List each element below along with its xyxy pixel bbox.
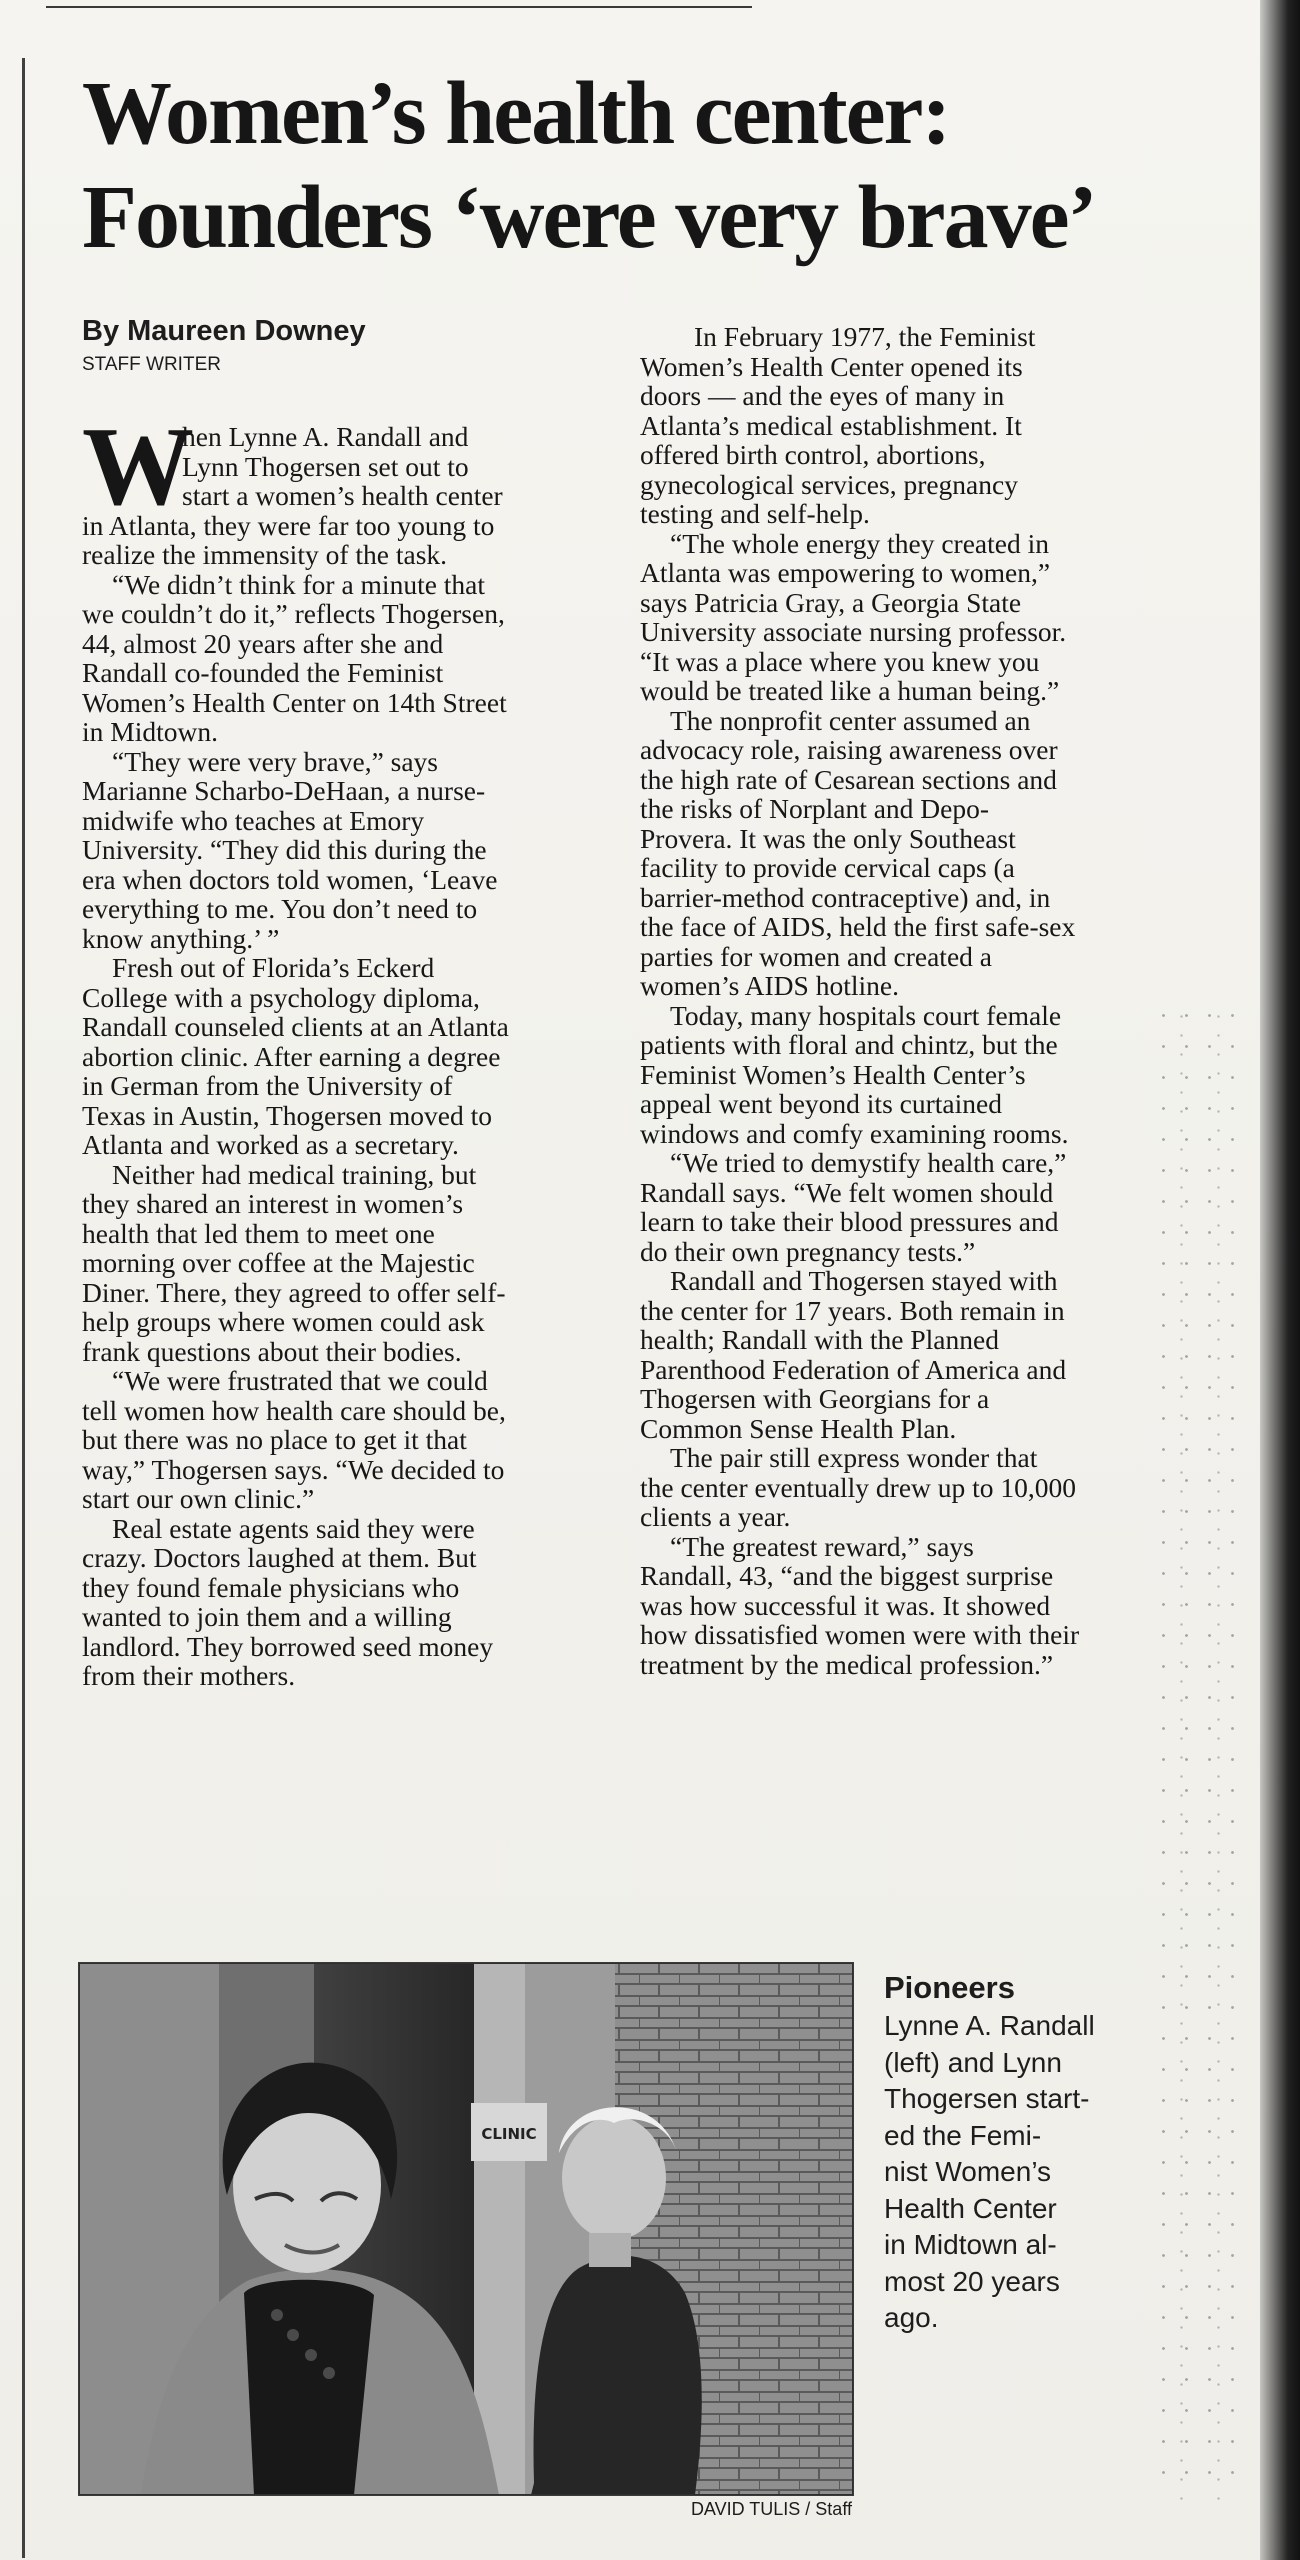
text-line: do their own pregnancy tests.” xyxy=(640,1235,976,1267)
text-line: frank questions about their bodies. xyxy=(82,1335,462,1367)
text-line: in Atlanta, they were far too young to xyxy=(82,509,495,541)
text-line: gynecological services, pregnancy xyxy=(640,468,1018,500)
left-column-rule xyxy=(22,58,25,2558)
text-line: “We were frustrated that we could xyxy=(112,1365,488,1396)
paragraph-hospitals xyxy=(640,1001,1192,1149)
text-line: Atlanta and worked as a secretary. xyxy=(82,1129,459,1160)
paragraph-backgrounds xyxy=(82,953,622,1160)
text-line: crazy. Doctors laughed at them. But xyxy=(82,1542,477,1573)
headline-line: Founders ‘were very brave’ xyxy=(82,168,1096,267)
text-line: Texas in Austin, Thogersen moved to xyxy=(82,1099,493,1131)
text-line: Randall says. “We felt women should xyxy=(640,1176,1054,1208)
text-line: Women’s Health Center on 14th Street xyxy=(82,686,507,718)
text-line: wanted to join them and a willing xyxy=(82,1601,452,1632)
text-line: Feminist Women’s Health Center’s xyxy=(640,1058,1026,1090)
text-line: the risks of Norplant and Depo- xyxy=(640,793,990,824)
text-line: everything to me. You don’t need to xyxy=(82,893,478,924)
founders-photo xyxy=(78,1962,854,2496)
text-line: midwife who teaches at Emory xyxy=(82,804,425,836)
paragraph-thogersen-quote xyxy=(82,570,622,747)
paragraph-advocacy xyxy=(640,706,1192,1001)
headline-line: Women’s health center: xyxy=(82,64,950,163)
text-line: patients with floral and chintz, but the xyxy=(640,1029,1058,1060)
text-line: health that led them to meet one xyxy=(82,1217,435,1249)
text-line: “The greatest reward,” says xyxy=(670,1530,974,1562)
text-line: says Patricia Gray, a Georgia State xyxy=(640,586,1022,618)
text-line: University associate nursing professor. xyxy=(640,616,1067,647)
text-line: women’s AIDS hotline. xyxy=(640,970,899,1001)
text-line: offered birth control, abortions, xyxy=(640,439,986,470)
text-line: help groups where women could ask xyxy=(82,1306,485,1337)
text-line: Randall, 43, “and the biggest surprise xyxy=(640,1560,1054,1591)
text-line: Randall and Thogersen stayed with xyxy=(670,1265,1058,1296)
text-line: was how successful it was. It showed xyxy=(640,1589,1051,1621)
text-line: Provera. It was the only Southeast xyxy=(640,822,1016,854)
clinic-sign-text: CLINIC xyxy=(481,2125,537,2143)
text-line: know anything.’ ” xyxy=(82,922,280,954)
drop-cap: W xyxy=(82,405,194,529)
text-line: landlord. They borrowed seed money xyxy=(82,1630,494,1662)
text-line: “We didn’t think for a minute that xyxy=(112,568,486,600)
text-line: Parenthood Federation of America and xyxy=(640,1353,1067,1385)
text-line: from their mothers. xyxy=(82,1660,296,1691)
text-line: doors — and the eyes of many in xyxy=(640,380,1005,411)
paragraph-gray-quote xyxy=(640,529,1192,706)
text-line: the face of AIDS, held the first safe-sex xyxy=(640,911,1076,942)
text-line: but there was no place to get it that xyxy=(82,1424,467,1455)
photo-illustration xyxy=(79,1963,853,2495)
text-line: how dissatisfied women were with their xyxy=(640,1619,1080,1650)
text-line: abortion clinic. After earning a degree xyxy=(82,1040,501,1072)
text-line: morning over coffee at the Majestic xyxy=(82,1247,475,1278)
text-line: tell women how health care should be, xyxy=(82,1394,506,1426)
text-line: Fresh out of Florida’s Eckerd xyxy=(112,952,435,983)
caption-line: ed the Femi- xyxy=(884,2119,1042,2151)
text-line: treatment by the medical profession.” xyxy=(640,1648,1054,1680)
text-line: “The whole energy they created in xyxy=(670,527,1049,559)
headline xyxy=(82,62,1202,270)
paragraph-seed-money xyxy=(82,1514,622,1691)
caption-line: ago. xyxy=(884,2302,939,2333)
text-line: way,” Thogersen says. “We decided to xyxy=(82,1453,505,1485)
paragraph-frustrated-quote xyxy=(82,1366,622,1514)
text-line: facility to provide cervical caps (a xyxy=(640,852,1015,883)
text-line: Randall counseled clients at an Atlanta xyxy=(82,1011,509,1042)
paragraph-opening-1977 xyxy=(640,322,1192,529)
text-line: testing and self-help. xyxy=(640,498,870,529)
text-line: start a women’s health center xyxy=(182,480,503,511)
text-line: would be treated like a human being.” xyxy=(640,675,1060,706)
photo-credit: DAVID TULIS / Staff xyxy=(690,2499,852,2519)
left-column xyxy=(82,405,622,1691)
text-line: “It was a place where you knew you xyxy=(640,645,1040,677)
byline: By Maureen Downey xyxy=(82,315,366,347)
text-line: Atlanta’s medical establishment. It xyxy=(640,409,1022,441)
text-line: The nonprofit center assumed an xyxy=(670,704,1031,736)
text-line: Marianne Scharbo-DeHaan, a nurse- xyxy=(82,775,486,806)
text-line: health; Randall with the Planned xyxy=(640,1324,999,1355)
scan-edge-shadow xyxy=(1260,0,1300,2560)
text-line: the center for 17 years. Both remain in xyxy=(640,1294,1065,1326)
text-line: era when doctors told women, ‘Leave xyxy=(82,863,498,895)
text-line: the high rate of Cesarean sections and xyxy=(640,763,1057,795)
text-line: Women’s Health Center opened its xyxy=(640,350,1023,382)
paragraph-greatest-reward xyxy=(640,1532,1192,1680)
text-line: The pair still express wonder that xyxy=(670,1442,1038,1473)
text-line: University. “They did this during the xyxy=(82,834,487,865)
text-line: Real estate agents said they were xyxy=(112,1512,475,1544)
text-line: clients a year. xyxy=(640,1501,791,1532)
text-line: Lynn Thogersen set out to xyxy=(182,450,469,482)
top-rule xyxy=(46,0,752,8)
caption-line: most 20 years xyxy=(884,2265,1060,2297)
text-line: the center eventually drew up to 10,000 xyxy=(640,1471,1077,1503)
text-line: Thogersen with Georgians for a xyxy=(640,1383,990,1414)
text-line: College with a psychology diploma, xyxy=(82,981,480,1013)
text-line: 44, almost 20 years after she and xyxy=(82,627,444,659)
text-line: barrier-method contraceptive) and, in xyxy=(640,881,1051,913)
text-line: windows and comfy examining rooms. xyxy=(640,1117,1069,1149)
caption-line: Lynne A. Randall xyxy=(884,2010,1095,2041)
opening-paragraph xyxy=(82,405,622,570)
text-line: advocacy role, raising awareness over xyxy=(640,734,1058,765)
text-line: they shared an interest in women’s xyxy=(82,1188,464,1219)
caption-title: Pioneers xyxy=(884,1970,1015,2005)
text-line: Diner. There, they agreed to offer self- xyxy=(82,1276,506,1308)
caption-line: nist Women’s xyxy=(884,2156,1052,2187)
text-line: “They were very brave,” says xyxy=(112,745,439,777)
text-line: parties for women and created a xyxy=(640,940,992,972)
text-line: learn to take their blood pressures and xyxy=(640,1206,1059,1237)
text-line: appeal went beyond its curtained xyxy=(640,1088,1002,1119)
text-line: Common Sense Health Plan. xyxy=(640,1412,957,1444)
text-line: in Midtown. xyxy=(82,716,218,747)
paragraph-clients-count xyxy=(640,1443,1192,1532)
caption-line: Thogersen start- xyxy=(884,2083,1090,2114)
text-line: Atlanta was empowering to women,” xyxy=(640,557,1051,588)
paragraph-stayed-17-years xyxy=(640,1266,1192,1443)
text-line: in German from the University of xyxy=(82,1070,453,1101)
text-line: realize the immensity of the task. xyxy=(82,539,448,570)
caption-line: (left) and Lynn xyxy=(884,2046,1062,2078)
text-line: start our own clinic.” xyxy=(82,1483,315,1514)
text-line: hen Lynne A. Randall and xyxy=(182,421,469,452)
caption-line: in Midtown al- xyxy=(884,2229,1057,2260)
text-line: Neither had medical training, but xyxy=(112,1158,477,1190)
photo-caption xyxy=(884,2008,1154,2337)
byline-role: STAFF WRITER xyxy=(82,354,221,375)
caption-line: Health Center xyxy=(884,2192,1057,2224)
text-line: we couldn’t do it,” reflects Thogersen, xyxy=(82,598,505,629)
right-column xyxy=(640,322,1192,1679)
text-line: they found female physicians who xyxy=(82,1571,460,1603)
paragraph-demystify-quote xyxy=(640,1148,1192,1266)
text-line: Randall co-founded the Feminist xyxy=(82,657,444,688)
text-line: “We tried to demystify health care,” xyxy=(670,1147,1067,1178)
paragraph-diner-meeting xyxy=(82,1160,622,1367)
text-line: In February 1977, the Feminist xyxy=(694,321,1036,352)
paragraph-scharbo-quote xyxy=(82,747,622,954)
text-line: Today, many hospitals court female xyxy=(670,999,1062,1031)
